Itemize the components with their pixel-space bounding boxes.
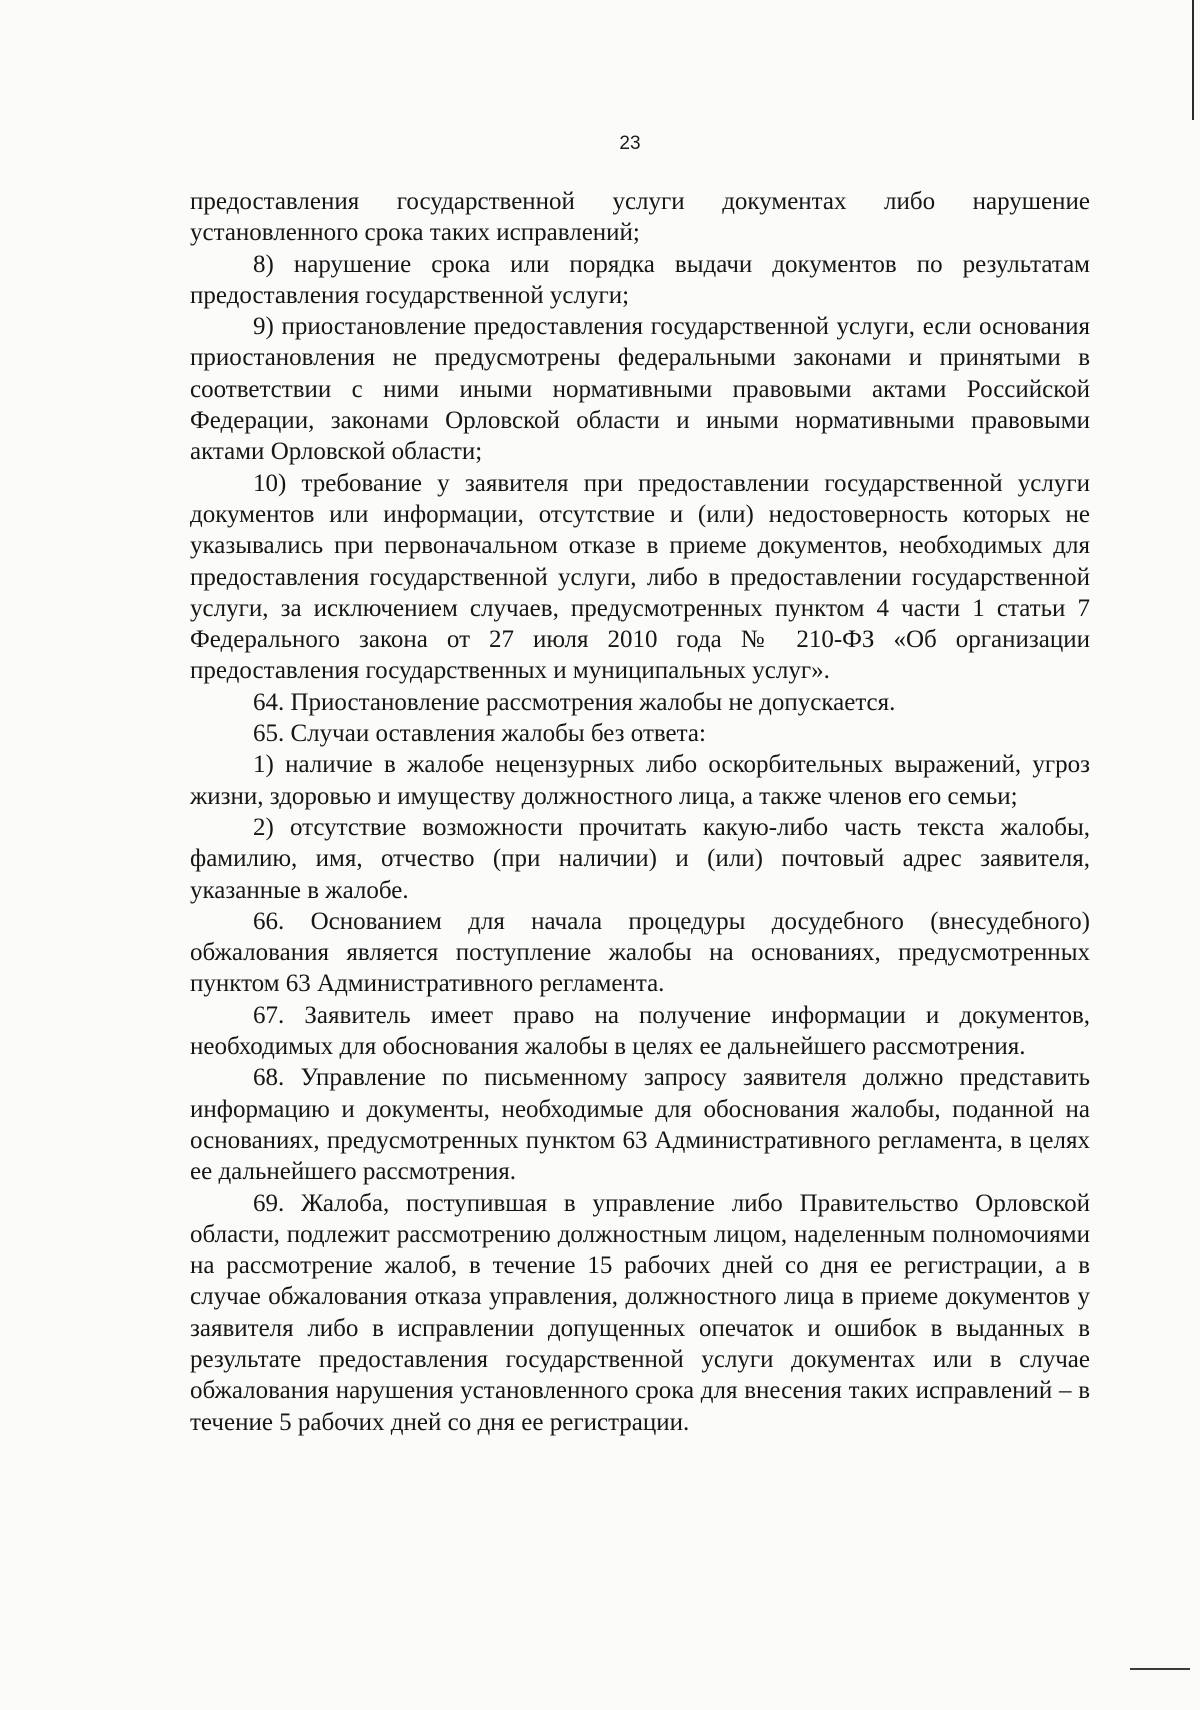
paragraph-item-9: 9) приостановление предоставления государственной услуги, если основания приостановления не предусмотрены федеральными законами и принятыми в соответствии с ними иными нормативными правовыми актами Российской Федерации, законами Орловской области и иными нормативными правовыми актами Орловской области; <box>190 313 1090 466</box>
paragraph-continuation: предоставления государственной услуги документах либо нарушение установленного срока таких исправлений; <box>190 188 1090 247</box>
paragraph-65-item-2: 2) отсутствие возможности прочитать какую-либо часть текста жалобы, фамилию, имя, отчество (при наличии) и (или) почтовый адрес заявителя, указанные в жалобе. <box>190 813 1090 904</box>
paragraph-66: 66. Основанием для начала процедуры досудебного (внесудебного) обжалования является поступление жалобы на основаниях, предусмотренных пунктом 63 Административного регламента. <box>190 907 1090 998</box>
paragraph-item-10: 10) требование у заявителя при предоставлении государственной услуги документов или информации, отсутствие и (или) недостоверность которых не указывались при первоначальном отказе в приеме документов, необходимых для предоставления государственной услуги, либо в предоставлении государственной услуги, за исключением случаев, предусмотренных пунктом 4 части 1 статьи 7 Федерального закона от 27 июля 2010 года № 210-ФЗ «Об организации предоставления государственных и муниципальных услуг». <box>190 469 1090 685</box>
page-number: 23 <box>619 133 641 154</box>
paragraph-64: 64. Приостановление рассмотрения жалобы не допускается. <box>253 688 896 716</box>
paragraph-65: 65. Случаи оставления жалобы без ответа: <box>253 720 706 748</box>
paragraph-item-8: 8) нарушение срока или порядка выдачи документов по результатам предоставления государственной услуги; <box>190 250 1090 309</box>
scan-edge-line <box>1192 0 1194 120</box>
paragraph-65-item-1: 1) наличие в жалобе нецензурных либо оскорбительных выражений, угроз жизни, здоровью и имуществу должностного лица, а также членов его семьи; <box>190 751 1090 810</box>
scan-edge-mark <box>1130 1668 1190 1670</box>
document-body <box>190 186 1090 1438</box>
paragraph-68: 68. Управление по письменному запросу заявителя должно представить информацию и документы, необходимые для обоснования жалобы, поданной на основаниях, предусмотренных пунктом 63 Административного регламента, в целях ее дальнейшего рассмотрения. <box>190 1064 1090 1186</box>
paragraph-69: 69. Жалоба, поступившая в управление либо Правительство Орловской области, подлежит рассмотрению должностным лицом, наделенным полномочиями на рассмотрение жалоб, в течение 15 рабочих дней со дня ее регистрации, а в случае обжалования отказа управления, должностного лица в приеме документов у заявителя либо в исправлении допущенных опечаток и ошибок в выданных в результате предоставления государственной услуги документах или в случае обжалования нарушения установленного срока для внесения таких исправлений – в течение 5 рабочих дней со дня ее регистрации. <box>190 1189 1090 1436</box>
paragraph-67: 67. Заявитель имеет право на получение информации и документов, необходимых для обоснования жалобы в целях ее дальнейшего рассмотрения. <box>190 1001 1090 1061</box>
